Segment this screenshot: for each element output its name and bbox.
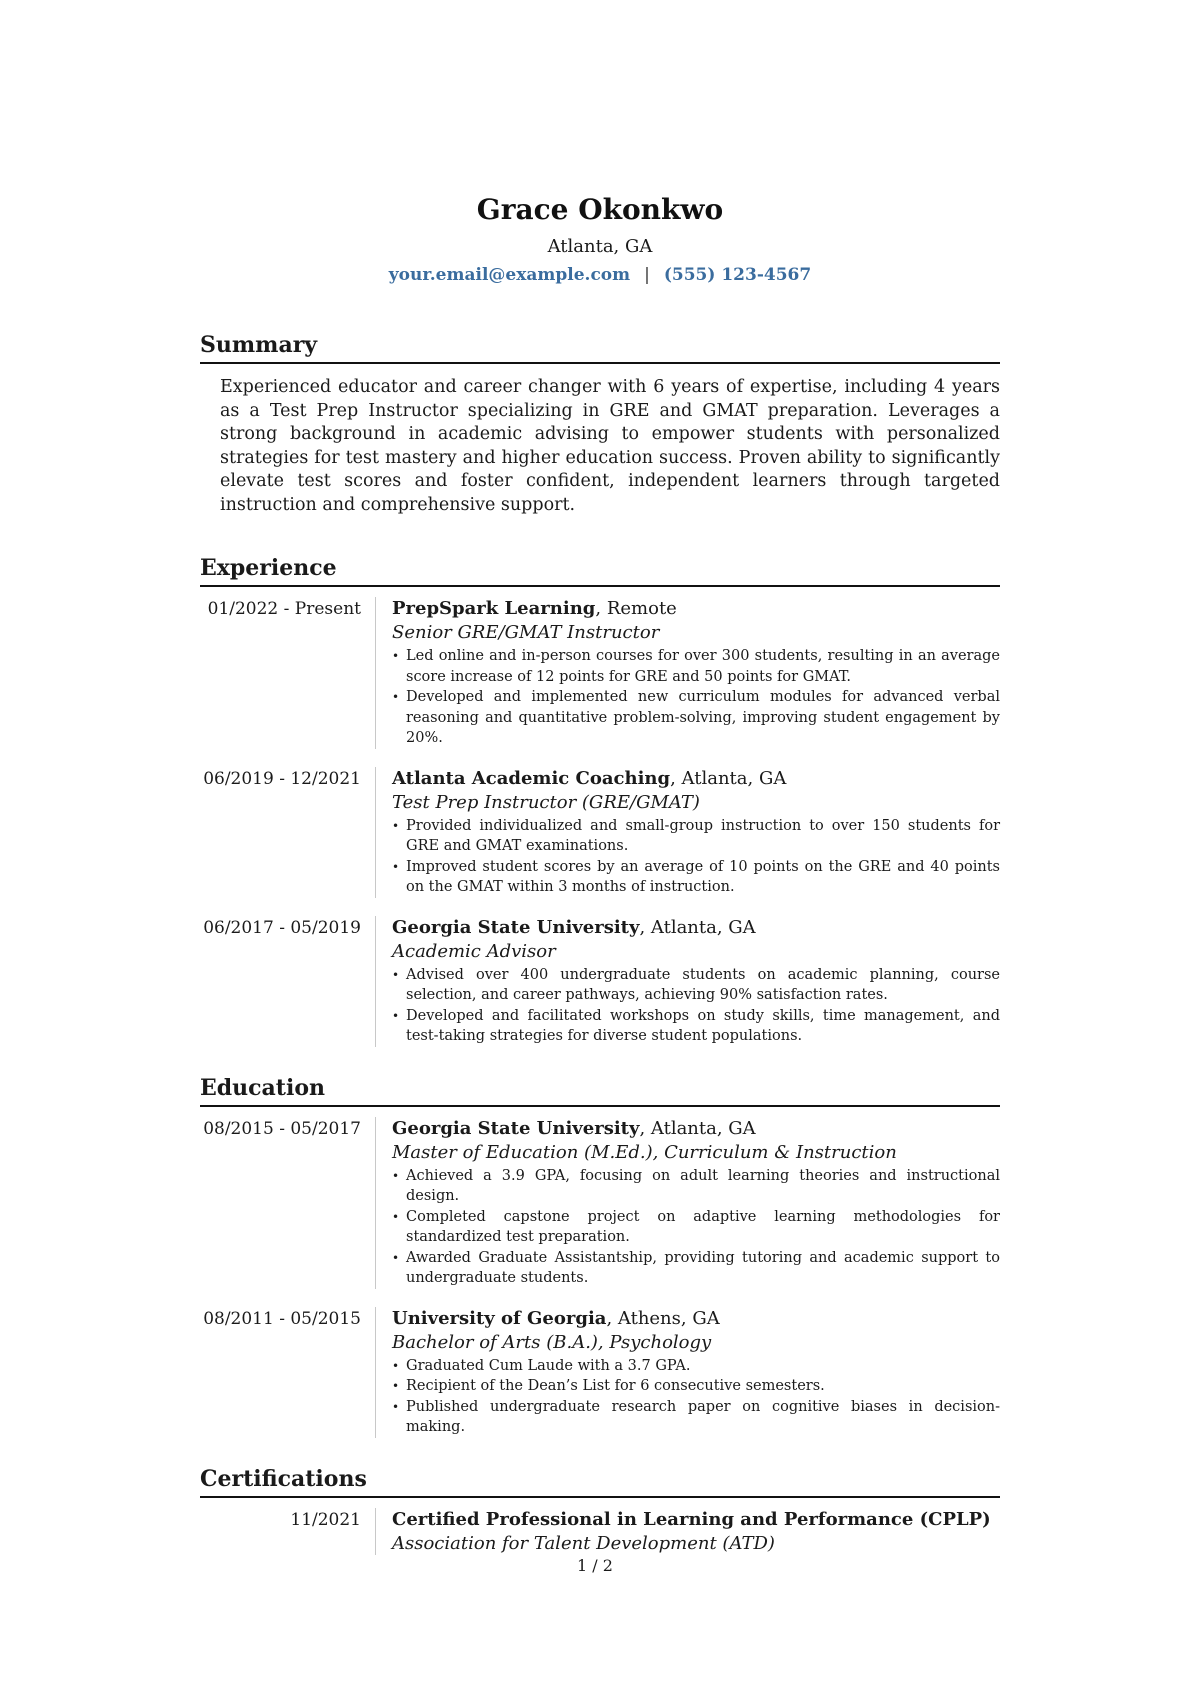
entry-body xyxy=(375,916,1000,1047)
entry-heading xyxy=(392,1508,1000,1532)
bullet-item: • Provided individualized and small-group instruction to over 150 students for GRE and GMAT examinations. xyxy=(392,816,1000,857)
resume-entry xyxy=(200,1508,1000,1555)
bullet-item: • Developed and implemented new curriculum modules for advanced verbal reasoning and quantitative problem-solving, improving student engagement by 20%. xyxy=(392,687,1000,749)
candidate-name: Grace Okonkwo xyxy=(476,193,724,226)
entry-heading xyxy=(392,916,1000,940)
bullet-item: • Awarded Graduate Assistantship, providing tutoring and academic support to undergraduate students. xyxy=(392,1248,1000,1289)
resume-page xyxy=(200,190,1000,1573)
resume-entry xyxy=(200,597,1000,749)
entry-role: Bachelor of Arts (B.A.), Psychology xyxy=(392,1331,712,1353)
entry-date: 06/2019 - 12/2021 xyxy=(203,768,361,789)
contact-separator: | xyxy=(644,265,650,285)
education-section xyxy=(200,1073,1000,1438)
entry-body xyxy=(375,1508,1000,1555)
entry-role: Association for Talent Development (ATD) xyxy=(392,1532,775,1554)
entry-date: 11/2021 xyxy=(290,1509,361,1530)
entry-role: Master of Education (M.Ed.), Curriculum & Instruction xyxy=(392,1141,897,1163)
page-number: 1 / 2 xyxy=(577,1556,613,1575)
email-link[interactable]: your.email@example.com xyxy=(388,265,631,285)
entry-organization: Georgia State University xyxy=(392,916,640,938)
bullet-item: • Improved student scores by an average of 10 points on the GRE and 40 points on the GMAT within 3 months of instruction. xyxy=(392,857,1000,898)
entry-location: , Atlanta, GA xyxy=(670,767,787,789)
entry-bullet-list xyxy=(392,1356,1000,1438)
bullet-item: • Graduated Cum Laude with a 3.7 GPA. xyxy=(392,1356,1000,1377)
bullet-item: • Achieved a 3.9 GPA, focusing on adult learning theories and instructional design. xyxy=(392,1166,1000,1207)
summary-section xyxy=(200,330,1000,517)
entry-organization: Georgia State University xyxy=(392,1117,640,1139)
resume-entry xyxy=(200,1307,1000,1438)
entry-date: 08/2011 - 05/2015 xyxy=(203,1308,361,1329)
bullet-item: • Led online and in-person courses for over 300 students, resulting in an average score increase of 12 points for GRE and 50 points for GMAT. xyxy=(392,646,1000,687)
bullet-item: • Recipient of the Dean’s List for 6 consecutive semesters. xyxy=(392,1376,1000,1397)
section-title-summary: Summary xyxy=(200,330,1000,364)
certifications-list xyxy=(200,1508,1000,1555)
entry-role: Academic Advisor xyxy=(392,940,556,962)
entry-body xyxy=(375,597,1000,749)
resume-header xyxy=(200,190,1000,290)
entry-role: Test Prep Instructor (GRE/GMAT) xyxy=(392,791,700,813)
entry-body xyxy=(375,1117,1000,1289)
entry-organization: PrepSpark Learning xyxy=(392,598,596,619)
resume-entry xyxy=(200,767,1000,898)
section-title-certifications: Certifications xyxy=(200,1464,1000,1498)
entry-role: Senior GRE/GMAT Instructor xyxy=(392,622,660,643)
summary-text: Experienced educator and career changer with 6 years of expertise, including 4 years as a Test Prep Instructor specializing in GRE and GMAT preparation. Leverages a strong background in academic advising to empower students with personalized strategies for test mastery and higher education success. Proven ability to significantly elevate test scores and foster confident, independent learners through targeted instruction and comprehensive support. xyxy=(220,377,1000,515)
entry-heading xyxy=(392,1117,1000,1141)
entry-location: , Athens, GA xyxy=(606,1307,720,1329)
entry-organization: University of Georgia xyxy=(392,1307,607,1329)
entry-bullet-list xyxy=(392,1166,1000,1289)
candidate-location: Atlanta, GA xyxy=(547,236,653,257)
resume-entry xyxy=(200,1117,1000,1289)
entry-date: 06/2017 - 05/2019 xyxy=(203,917,361,938)
entry-body xyxy=(375,767,1000,898)
entry-location: , Atlanta, GA xyxy=(639,1117,756,1139)
entry-heading xyxy=(392,1307,1000,1331)
entry-bullet-list xyxy=(392,646,1000,749)
certifications-section xyxy=(200,1464,1000,1555)
entry-bullet-list xyxy=(392,816,1000,898)
resume-entry xyxy=(200,916,1000,1047)
section-title-experience: Experience xyxy=(200,553,1000,587)
phone-link[interactable]: (555) 123-4567 xyxy=(663,265,812,285)
entry-bullet-list xyxy=(392,965,1000,1047)
experience-list xyxy=(200,597,1000,1047)
entry-location: , Remote xyxy=(595,598,677,619)
bullet-item: • Completed capstone project on adaptive learning methodologies for standardized test preparation. xyxy=(392,1207,1000,1248)
entry-body xyxy=(375,1307,1000,1438)
entry-location: , Atlanta, GA xyxy=(639,916,756,938)
entry-organization: Atlanta Academic Coaching xyxy=(392,767,671,789)
entry-date: 08/2015 - 05/2017 xyxy=(203,1118,361,1139)
contact-line xyxy=(200,260,1000,290)
bullet-item: • Advised over 400 undergraduate students on academic planning, course selection, and career pathways, achieving 90% satisfaction rates. xyxy=(392,965,1000,1006)
bullet-item: • Published undergraduate research paper on cognitive biases in decision-making. xyxy=(392,1397,1000,1438)
entry-heading xyxy=(392,597,1000,621)
bullet-item: • Developed and facilitated workshops on study skills, time management, and test-taking strategies for diverse student populations. xyxy=(392,1006,1000,1047)
entry-heading xyxy=(392,767,1000,791)
experience-section xyxy=(200,553,1000,1047)
entry-organization: Certified Professional in Learning and Performance (CPLP) xyxy=(392,1508,991,1530)
education-list xyxy=(200,1117,1000,1438)
section-title-education: Education xyxy=(200,1073,1000,1107)
entry-date: 01/2022 - Present xyxy=(207,599,361,619)
